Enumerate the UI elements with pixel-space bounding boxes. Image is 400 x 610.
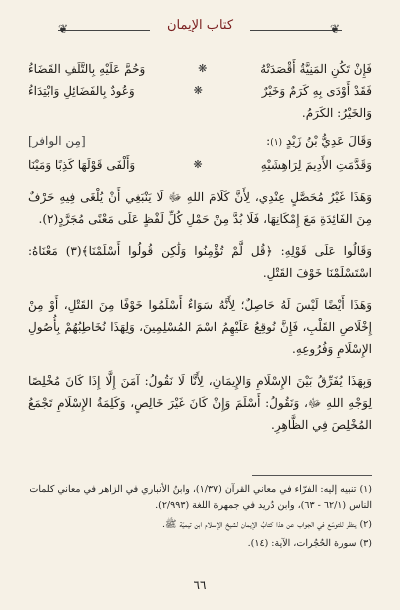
paragraph-2: وَقَالَ عَدِيُّ بْنُ زَيْدٍ (١): [مِن الوافر] [28,130,372,154]
verse-3-hemistich-a: وَقَدَّمَتِ الأَدِيمَ لِرَاهِشَيْهِ [260,158,372,172]
paragraph-1: وَالخَيْرُ: الكَرَمُ. [301,106,372,120]
footnote-3: (٣) سورة الحُجُرات، الآية: (١٤). [247,538,372,549]
verse-line-1 [28,58,372,80]
verse-separator-icon: ❋ [193,158,203,171]
footnote-rule [252,475,372,476]
verse-separator-icon: ❋ [193,84,203,97]
paragraph-2-text: وَقَالَ عَدِيُّ بْنُ زَيْدٍ [285,134,372,148]
paragraph-5: وَهَذَا أَيْضًا لَيْسَ لَهُ حَاصِلٌ؛ لِأَنَّهُ سَوَاءٌ أَسْلَمُوا خَوْفًا مِنَ القَتْلِ، أَوْ مِنْ إِخْلَاصِ القَلْبِ، فَإِنَّ نُوقِعُ عَلَيْهِمُ اسْمَ المُسْلِمِينَ، وَلِهَذَا نُخَاطِبُهُمْ بِأُصُولِ الإِسْلَامِ وَفُرُوعِهِ. [28,298,372,356]
verse-separator-icon: ❋ [198,62,208,75]
paragraph-6: وَبِهَذَا يُفَرِّقُ بَيْنَ الإِسْلَامِ وَالإِيمَانِ، لِأَنَّا لَا نَقُولُ: آمَنَ إِلَّا إِذَا كَانَ مُخْلِصًا لِوَجْهِ اللهِ ﷻ، وَنَقُولُ: أَسْلَمَ وَإِنْ كَانَ غَيْرَ خَالِصٍ، وَكَلِمَةُ الإِسْلَامِ تَجْمَعُ المُخْلِصَ فِي الظَّاهِرِ. [28,374,372,432]
running-header [0,14,400,44]
meter-source: [مِن الوافر] [28,134,86,148]
verse-1-hemistich-a: فَإِنْ تَكُنِ المَنِيَّةُ أَقْصَدَتْهُ [260,62,372,76]
verse-2-hemistich-a: فَقَدْ أَوْدَى بِهِ كَرَمٌ وَخَيْرٌ [261,84,372,98]
footnotes [28,482,372,555]
verse-line-2 [28,80,372,102]
verse-2-hemistich-b: وَعُودٌ بِالفَضَائِلِ وَابْتِدَاءُ [28,84,135,98]
header-title: كتاب الإيمان [150,18,250,33]
main-text [28,58,372,446]
page-number: ٦٦ [193,578,207,592]
paragraph-4: وَقَالُوا عَلَى قَوْلِهِ: ﴿قُل لَّمْ تُؤْمِنُوا وَلَٰكِن قُولُوا أَسْلَمْنَا﴾(٣) مَعْنَاهُ: اسْتَسْلَمْنَا خَوْفَ القَتْلِ. [28,244,372,280]
paragraph-3: وَهَذَا غَيْرُ مُحَصَّلٍ عِنْدِي، لِأَنَّ كَلَامَ اللهِ ﷻ لَا يَنْبَغِي أَنْ يُلْغَى فِيهِ حَرْفٌ مِنَ الفَائِدَةِ مَعَ إِمْكَانِهَا، فَلَا بُدَّ مِنْ حَمْلِ كُلِّ لَفْظٍ عَلَى مَعْنًى مُجَرَّدٍ(٢). [28,190,372,226]
ornament-left-icon: ❦ [58,22,69,36]
footnote-ref-1[interactable]: (١) [270,138,283,148]
verse-line-3 [28,154,372,176]
footnote-2: (٢) ينظر للتوسّع في الجواب عن هذا كتابُ الإيمان لشيخ الإسلام ابن تيميّة ﷺ. [162,519,372,530]
footnote-1: (١) تنبيه إليه: الفرّاء في معاني القرآن (١/٣٧)، وابنُ الأنباري في الزاهر في معاني كلمات الناس (٦٢/١ - ٦٣)، وابن دُريد في جمهرة اللغة (٢/٩٩٣). [29,484,372,511]
verse-1-hemistich-b: وَحُمَّ عَلَيْهِ بِالتَّلَفِ القَضَاءُ [28,62,146,76]
verse-3-hemistich-b: وَأَلْفَى قَوْلَهَا كَذِبًا وَمَيْنَا [28,158,136,172]
ornament-right-icon: ❦ [330,22,341,36]
